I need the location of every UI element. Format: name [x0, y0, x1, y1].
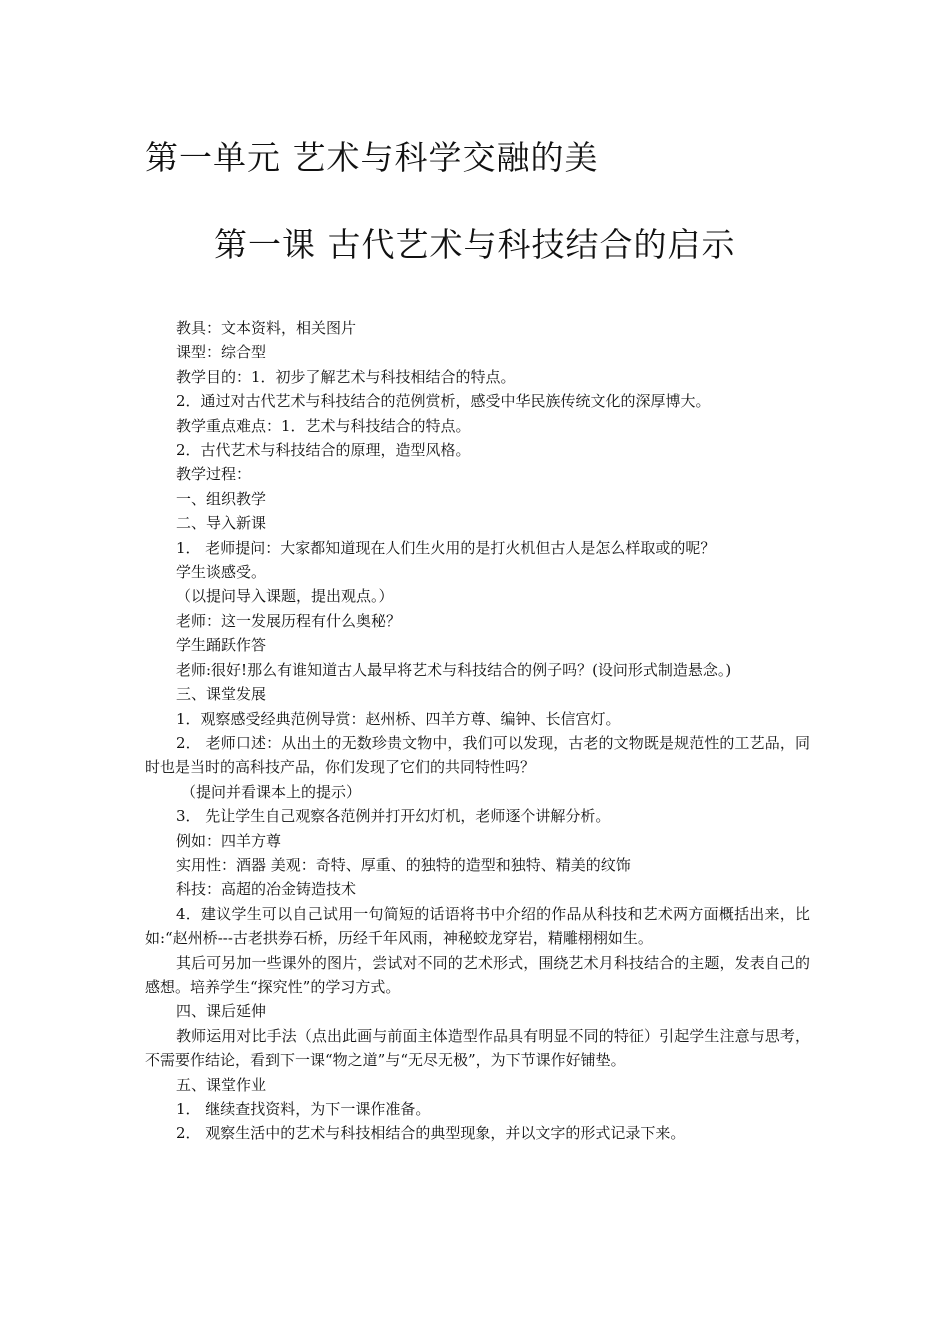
- paragraph-note-question: （以提问导入课题，提出观点。）: [176, 587, 394, 606]
- paragraph-teacher-narration: 2． 老师口述：从出土的无数珍贵文物中，我们可以发现，古老的文物既是规范性的工艺品，同时也是当时的高科技产品，你们发现了它们的共同特性吗？: [145, 733, 810, 777]
- paragraph-example-tech: 科技：高超的冶金铸造技术: [176, 880, 357, 899]
- section-heading-intro: 二、导入新课: [176, 514, 267, 533]
- paragraph-note-textbook: （提问并看课本上的提示）: [181, 782, 362, 801]
- paragraph-key-points-2: 2．古代艺术与科技结合的原理，造型风格。: [176, 441, 471, 460]
- paragraph-homework-2: 2． 观察生活中的艺术与科技相结合的典型现象，并以文字的形式记录下来。: [176, 1124, 686, 1143]
- document-body: [145, 316, 810, 1146]
- paragraph-teaching-aids: 教具：文本资料，相关图片: [176, 319, 357, 337]
- paragraph-teaching-goal-1: 教学目的：1．初步了解艺术与科技相结合的特点。: [176, 367, 516, 386]
- unit-title: 第一单元 艺术与科学交融的美: [145, 138, 599, 177]
- paragraph-teacher-question: 1． 老师提问：大家都知道现在人们生火用的是打火机但古人是怎么样取或的呢？: [176, 538, 716, 557]
- paragraph-example-title: 例如：四羊方尊: [176, 831, 282, 850]
- paragraph-teacher-praise: 老师:很好!那么有谁知道古人最早将艺术与科技结合的例子吗？(设问形式制造悬念。): [176, 660, 732, 679]
- paragraph-extra-images: 其后可另加一些课外的图片，尝试对不同的艺术形式，围绕艺术月科技结合的主题，发表自己的感想。培养学生“探究性”的学习方式。: [145, 953, 810, 996]
- paragraph-key-points-1: 教学重点难点：1．艺术与科技结合的特点。: [176, 416, 471, 435]
- paragraph-contrast-method: 教师运用对比手法（点出此画与前面主体造型作品具有明显不同的特征）引起学生注意与思考，不需要作结论，看到下一课“物之道”与“无尽无极”，为下节课作好铺垫。: [145, 1026, 810, 1070]
- paragraph-process-heading: 教学过程：: [176, 465, 252, 484]
- paragraph-student-answer: 学生踊跃作答: [176, 636, 267, 655]
- paragraph-teaching-goal-2: 2．通过对古代艺术与科技结合的范例赏析，感受中华民族传统文化的深厚博大。: [176, 392, 711, 411]
- section-heading-development: 三、课堂发展: [176, 685, 267, 704]
- paragraph-slideshow: 3． 先让学生自己观察各范例并打开幻灯机，老师逐个讲解分析。: [176, 807, 611, 826]
- lesson-title: 第一课 古代艺术与科技结合的启示: [214, 225, 736, 264]
- section-heading-organize: 一、组织教学: [176, 489, 267, 508]
- section-heading-homework: 五、课堂作业: [176, 1075, 267, 1094]
- section-heading-extension: 四、课后延伸: [176, 1002, 267, 1021]
- paragraph-lesson-type: 课型：综合型: [176, 343, 267, 362]
- paragraph-summary-suggestion: 4．建议学生可以自己试用一句简短的话语将书中介绍的作品从科技和艺术两方面概括出来，比如:“赵州桥---古老拱券石桥，历经千年风雨，神秘蛟龙穿岩，精雕栩栩如生。: [145, 904, 810, 948]
- paragraph-teacher-mystery: 老师：这一发展历程有什么奥秘？: [176, 611, 402, 630]
- paragraph-homework-1: 1． 继续查找资料，为下一课作准备。: [176, 1100, 431, 1118]
- paragraph-observe-examples: 1．观察感受经典范例导赏：赵州桥、四羊方尊、编钟、长信宫灯。: [176, 709, 621, 728]
- paragraph-student-feelings: 学生谈感受。: [176, 563, 267, 582]
- paragraph-example-practical: 实用性：酒器 美观：奇特、厚重、的独特的造型和独特、精美的纹饰: [176, 855, 631, 874]
